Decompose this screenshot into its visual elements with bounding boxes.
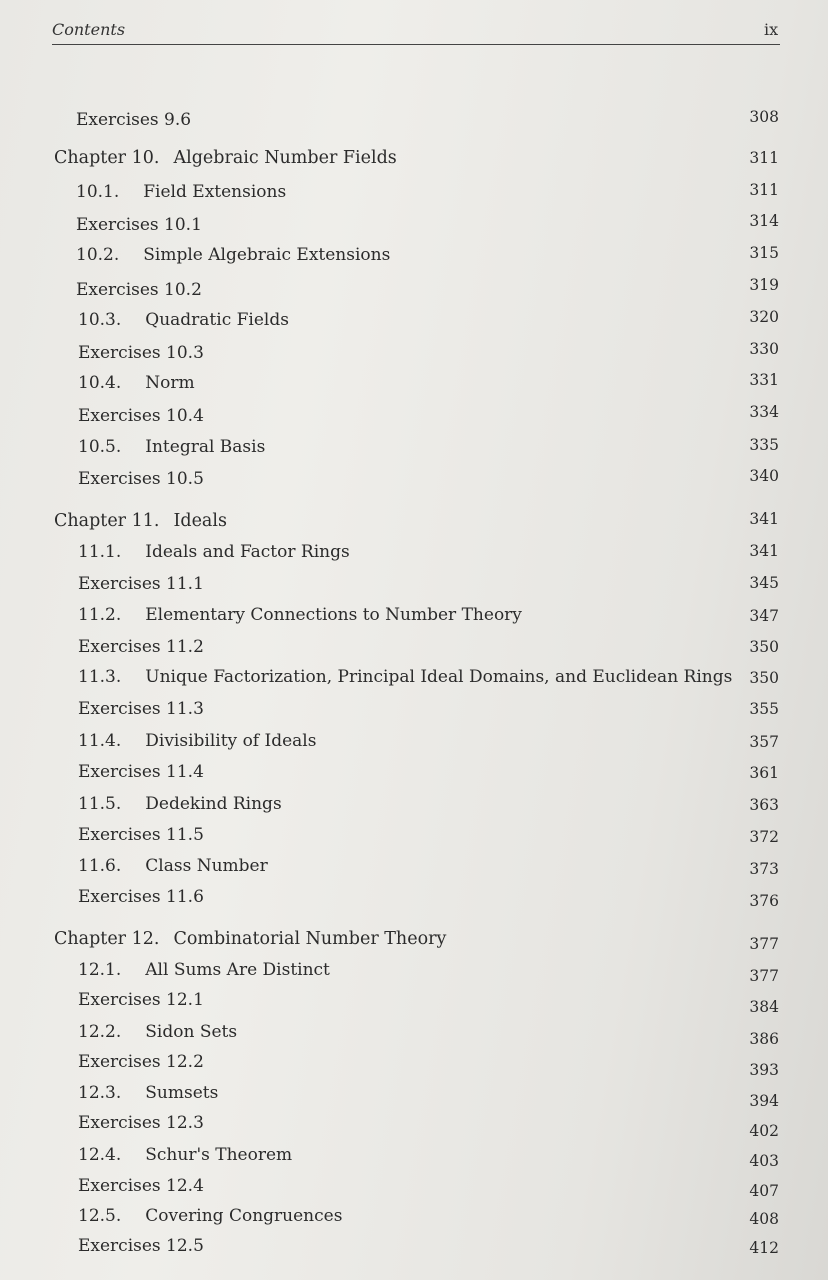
entry-title: Exercises 10.5 (78, 469, 204, 489)
section-number: 11.6. (78, 856, 122, 876)
toc-section-entry (78, 794, 282, 814)
entry-title: Exercises 11.1 (78, 574, 204, 594)
chapter-number: Chapter 10. (54, 148, 160, 168)
entry-page-number: 350 (749, 638, 779, 656)
entry-title: Norm (145, 373, 195, 393)
entry-page-number: 341 (749, 510, 779, 528)
entry-page-number: 330 (749, 340, 779, 358)
entry-title: Unique Factorization, Principal Ideal Domains, and Euclidean Rings (145, 667, 733, 687)
toc-exercises-entry (78, 990, 204, 1010)
toc-exercises-entry (78, 469, 204, 489)
section-number: 11.3. (78, 667, 122, 687)
entry-page-number: 408 (749, 1210, 779, 1228)
section-number: 12.5. (78, 1206, 122, 1226)
entry-title: Exercises 11.5 (78, 825, 204, 845)
entry-page-number: 376 (749, 892, 779, 910)
toc-section-entry (76, 245, 390, 265)
section-number: 10.1. (76, 182, 120, 202)
entry-page-number: 347 (749, 607, 779, 625)
section-number: 11.4. (78, 731, 122, 751)
toc-section-entry (78, 310, 289, 330)
entry-title: Integral Basis (145, 437, 266, 457)
toc-section-entry (78, 1022, 237, 1042)
entry-title: Exercises 10.2 (76, 280, 202, 300)
toc-section-entry (78, 667, 732, 687)
entry-title: Exercises 10.1 (76, 215, 202, 235)
entry-page-number: 335 (749, 436, 779, 454)
entry-page-number: 311 (749, 149, 779, 167)
entry-page-number: 319 (749, 276, 779, 294)
chapter-number: Chapter 12. (54, 929, 160, 949)
section-number: 10.4. (78, 373, 122, 393)
toc-exercises-entry (78, 762, 204, 782)
toc-exercises-entry (78, 1113, 204, 1133)
running-head: Contents (52, 20, 126, 39)
toc-exercises-entry (78, 343, 204, 363)
entry-title: Combinatorial Number Theory (173, 929, 447, 949)
entry-page-number: 340 (749, 467, 779, 485)
entry-page-number: 345 (749, 574, 779, 592)
entry-page-number: 357 (749, 733, 779, 751)
entry-page-number: 377 (749, 967, 779, 985)
toc-exercises-entry (78, 637, 204, 657)
entry-title: Field Extensions (143, 182, 287, 202)
toc-exercises-entry (78, 825, 204, 845)
entry-title: Quadratic Fields (145, 310, 289, 330)
toc-exercises-entry (76, 110, 191, 130)
toc-section-entry (78, 731, 316, 751)
entry-title: Dedekind Rings (145, 794, 282, 814)
chapter-number: Chapter 11. (54, 511, 160, 531)
entry-title: Exercises 12.2 (78, 1052, 204, 1072)
entry-page-number: 355 (749, 700, 779, 718)
toc-exercises-entry (78, 1236, 204, 1256)
section-number: 11.5. (78, 794, 122, 814)
entry-page-number: 314 (749, 212, 779, 230)
toc-section-entry (76, 182, 286, 202)
entry-title: Sidon Sets (145, 1022, 238, 1042)
entry-page-number: 341 (749, 542, 779, 560)
entry-page-number: 386 (749, 1030, 779, 1048)
entry-title: Exercises 11.2 (78, 637, 204, 657)
entry-title: Exercises 12.4 (78, 1176, 204, 1196)
toc-section-entry (78, 437, 265, 457)
page-number: ix (764, 20, 779, 39)
toc-section-entry (78, 542, 350, 562)
toc-section-entry (78, 960, 330, 980)
entry-title: Elementary Connections to Number Theory (145, 605, 522, 625)
entry-title: Ideals and Factor Rings (145, 542, 350, 562)
section-number: 12.1. (78, 960, 122, 980)
entry-title: Exercises 9.6 (76, 110, 192, 130)
section-number: 10.2. (76, 245, 120, 265)
entry-page-number: 311 (749, 181, 779, 199)
section-number: 11.1. (78, 542, 122, 562)
entry-title: Class Number (145, 856, 268, 876)
entry-page-number: 363 (749, 796, 779, 814)
entry-title: Exercises 11.3 (78, 699, 204, 719)
entry-title: Exercises 11.4 (78, 762, 204, 782)
entry-title: Exercises 12.3 (78, 1113, 204, 1133)
entry-page-number: 334 (749, 403, 779, 421)
entry-title: Divisibility of Ideals (145, 731, 317, 751)
entry-page-number: 394 (749, 1092, 779, 1110)
entry-title: Simple Algebraic Extensions (143, 245, 391, 265)
entry-page-number: 377 (749, 935, 779, 953)
section-number: 10.3. (78, 310, 122, 330)
toc-exercises-entry (78, 887, 204, 907)
toc-section-entry (78, 856, 268, 876)
section-number: 12.4. (78, 1145, 122, 1165)
entry-page-number: 320 (749, 308, 779, 326)
entry-page-number: 384 (749, 998, 779, 1016)
toc-exercises-entry (76, 280, 202, 300)
entry-title: Sumsets (145, 1083, 219, 1103)
entry-page-number: 412 (749, 1239, 779, 1257)
entry-page-number: 308 (749, 108, 779, 126)
entry-title: Schur's Theorem (145, 1145, 293, 1165)
toc-chapter-entry (54, 148, 397, 168)
entry-page-number: 403 (749, 1152, 779, 1170)
toc-section-entry (78, 373, 195, 393)
toc-exercises-entry (78, 1176, 204, 1196)
entry-page-number: 361 (749, 764, 779, 782)
entry-page-number: 373 (749, 860, 779, 878)
toc-chapter-entry (54, 929, 446, 949)
toc-exercises-entry (76, 215, 202, 235)
entry-page-number: 393 (749, 1061, 779, 1079)
entry-title: Exercises 10.3 (78, 343, 204, 363)
entry-title: Ideals (173, 511, 227, 531)
toc-section-entry (78, 1206, 342, 1226)
toc-exercises-entry (78, 699, 204, 719)
section-number: 11.2. (78, 605, 122, 625)
toc-section-entry (78, 605, 522, 625)
entry-page-number: 372 (749, 828, 779, 846)
entry-page-number: 350 (749, 669, 779, 687)
entry-title: All Sums Are Distinct (145, 960, 330, 980)
entry-title: Exercises 12.1 (78, 990, 204, 1010)
entry-page-number: 331 (749, 371, 779, 389)
toc-section-entry (78, 1145, 292, 1165)
entry-title: Exercises 10.4 (78, 406, 204, 426)
toc-chapter-entry (54, 511, 227, 531)
entry-page-number: 315 (749, 244, 779, 262)
section-number: 12.3. (78, 1083, 122, 1103)
toc-exercises-entry (78, 574, 204, 594)
toc-exercises-entry (78, 1052, 204, 1072)
entry-title: Exercises 12.5 (78, 1236, 204, 1256)
entry-title: Algebraic Number Fields (173, 148, 397, 168)
toc-section-entry (78, 1083, 218, 1103)
entry-title: Covering Congruences (145, 1206, 343, 1226)
entry-page-number: 402 (749, 1122, 779, 1140)
section-number: 10.5. (78, 437, 122, 457)
entry-page-number: 407 (749, 1182, 779, 1200)
section-number: 12.2. (78, 1022, 122, 1042)
toc-exercises-entry (78, 406, 204, 426)
entry-title: Exercises 11.6 (78, 887, 204, 907)
